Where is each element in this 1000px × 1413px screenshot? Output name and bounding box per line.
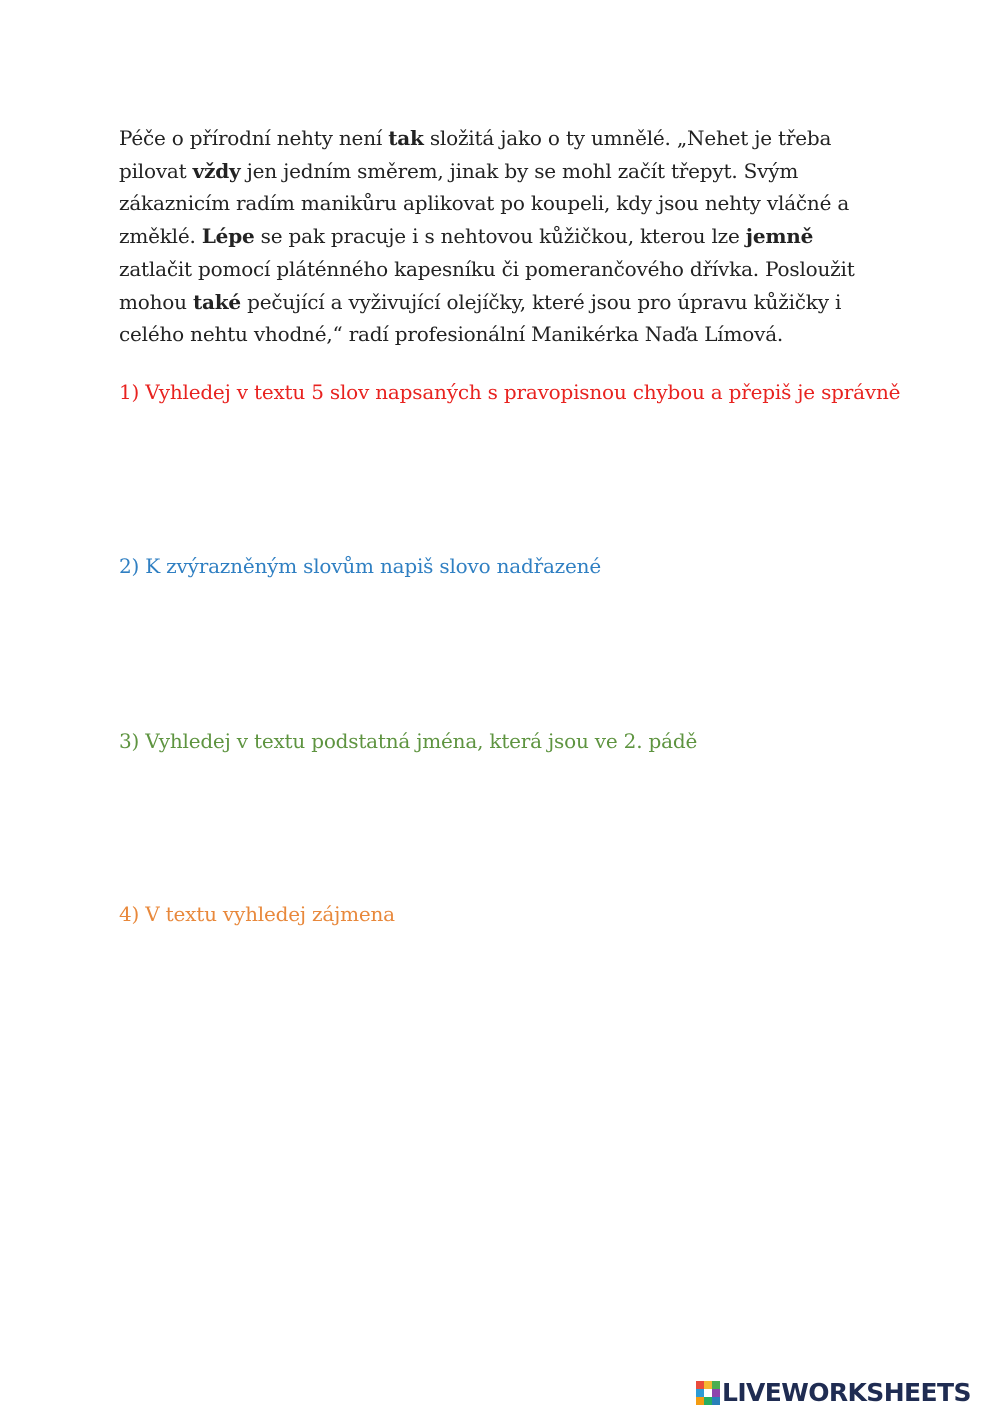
highlighted-word: vždy [192, 158, 241, 183]
passage-text: se pak pracuje i s nehtovou kůžičkou, kterou lze [254, 224, 746, 249]
highlighted-word: tak [388, 126, 424, 150]
highlighted-word: Lépe [201, 224, 255, 249]
logo-tile [704, 1381, 712, 1389]
logo-tile [704, 1397, 712, 1405]
liveworksheets-logo-icon [696, 1381, 720, 1405]
logo-tile [704, 1389, 712, 1397]
logo-tile [712, 1381, 720, 1389]
reading-passage [119, 122, 889, 351]
liveworksheets-branding [696, 1376, 971, 1410]
highlighted-word: také [192, 289, 241, 314]
logo-tile [712, 1389, 720, 1397]
task-1-prompt: 1) Vyhledej v textu 5 slov napsaných s pravopisnou chybou a přepiš je správně [119, 380, 901, 404]
brand-name: LIVEWORKSHEETS [722, 1378, 971, 1407]
passage-text: pečující a vyživující olejíčky, které jsou pro úpravu kůžičky i celého nehtu vhodné,“ radí profesionální Manikérka Naďa Límová. [119, 289, 842, 347]
logo-tile [696, 1397, 704, 1405]
passage-text: zatlačit pomocí pláténného kapesníku či pomerančového dřívka. Posloužit mohou [119, 256, 855, 314]
logo-tile [712, 1397, 720, 1405]
passage-text: jen jedním směrem, jinak by se mohl začít třepyt. Svým zákaznicím radím manikůru aplikovat po koupeli, kdy jsou nehty vláčné a změklé. [119, 158, 850, 249]
task-3-prompt: 3) Vyhledej v textu podstatná jména, která jsou ve 2. pádě [119, 729, 698, 753]
task-2-prompt: 2) K zvýrazněným slovům napiš slovo nadřazené [119, 554, 601, 578]
passage-text: Péče o přírodní nehty není [119, 126, 389, 150]
highlighted-word: jemně [745, 224, 814, 249]
logo-tile [696, 1381, 704, 1389]
logo-tile [696, 1389, 704, 1397]
task-4-prompt: 4) V textu vyhledej zájmena [119, 902, 395, 926]
passage-text: složitá jako o ty umnělé. „Nehet je třeba pilovat [119, 126, 832, 183]
